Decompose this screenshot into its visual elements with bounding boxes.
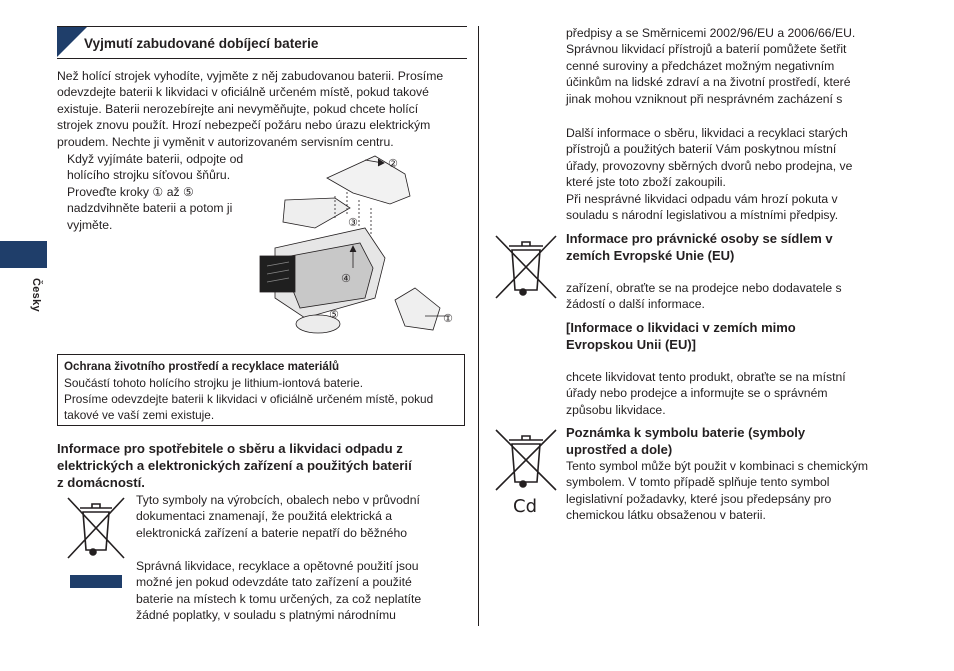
- non-eu-heading-line: Evropskou Unii (EU)]: [566, 337, 697, 352]
- consumer-line: možné jen pokud odevzdáte tato zařízení a použité: [136, 575, 412, 590]
- steps-line: nadzdvihněte baterii a potom ji: [67, 201, 233, 216]
- consumer-line: Správná likvidace, recyklace a opětovné použití jsou: [136, 559, 419, 573]
- intro-paragraph: [57, 68, 472, 150]
- right-line: přístrojů a použitých baterií Vám poskytnou místní: [566, 142, 837, 157]
- battery-line: Tento symbol může být použit v kombinaci s chemickým: [566, 459, 869, 473]
- non-eu-line: chcete likvidovat tento produkt, obraťte se na místní: [566, 370, 846, 384]
- steps-instructions: [67, 151, 257, 233]
- legal-text: [566, 280, 936, 313]
- steps-line: Když vyjímáte baterii, odpojte od: [67, 152, 244, 166]
- right-line: předpisy a se Směrnicemi 2002/96/EU a 2006/66/EU.: [566, 26, 856, 40]
- right-line: souladu s národní legislativou a místními předpisy.: [566, 208, 839, 223]
- underbar-mark: [70, 575, 122, 588]
- non-eu-heading-line: [Informace o likvidaci v zemích mimo: [566, 320, 796, 335]
- right-line: Další informace o sběru, likvidaci a recyklaci starých: [566, 126, 848, 140]
- environment-notice-line: Prosíme odevzdejte baterii k likvidaci v oficiálně určeném místě, pokud: [64, 391, 434, 406]
- environment-notice-line: Součástí tohoto holícího strojku je lithium-iontová baterie.: [64, 375, 364, 390]
- step-label-5: ⑤: [329, 308, 339, 321]
- environment-notice-line: takové ve vaší zemi existuje.: [64, 407, 215, 422]
- right-line: které jste toto zboží zakoupili.: [566, 175, 726, 190]
- legal-line: žádostí o další informace.: [566, 297, 705, 312]
- right-paragraph-2: [566, 125, 936, 223]
- battery-line: symbolem. V tomto případě splňuje tento symbol: [566, 475, 830, 490]
- battery-dark-part: [260, 256, 295, 292]
- trimmer-part: [395, 288, 440, 330]
- intro-line: proudem. Nechte ji vyměnit v autorizovaném servisním centru.: [57, 134, 394, 149]
- language-label: Česky: [30, 278, 42, 312]
- legal-heading-line: zemích Evropské Unie (EU): [566, 248, 735, 263]
- consumer-line: elektronická zařízení a baterie nepatří do běžného: [136, 525, 408, 540]
- consumer-paragraph-1: [136, 492, 471, 541]
- consumer-heading-line: z domácností.: [57, 474, 145, 490]
- intro-line: Než holící strojek vyhodíte, vyjměte z něj zabudovanou baterii. Prosíme: [57, 69, 444, 83]
- non-eu-heading: [566, 319, 936, 353]
- battery-line: legislativní požadavky, které jsou předepsány pro: [566, 491, 832, 506]
- legal-heading-line: Informace pro právnické osoby se sídlem v: [566, 231, 833, 246]
- crossed-bin-battery-icon: [493, 426, 559, 518]
- non-eu-line: způsobu likvidace.: [566, 402, 666, 417]
- right-line: cenné suroviny a předcházet možným negativním: [566, 58, 835, 73]
- language-tab: [0, 241, 47, 268]
- battery-symbol-heading: [566, 424, 936, 458]
- crossed-bin-icon: [66, 494, 126, 560]
- step-label-1: ①: [443, 312, 453, 325]
- right-line: účinkům na lidské zdraví a na životní prostředí, které: [566, 75, 851, 90]
- consumer-line: dokumentaci znamenají, že použitá elektrická a: [136, 509, 393, 524]
- consumer-line: žádné poplatky, v souladu s platnými národnímu: [136, 608, 396, 623]
- right-line: jinak mohou vzniknout při nesprávném zacházení s: [566, 91, 843, 106]
- intro-line: odevzdejte baterii k likvidaci v oficiálně určeném místě, pokud takové: [57, 85, 429, 100]
- non-eu-text: [566, 369, 936, 418]
- steps-line: holícího strojku síťovou šňůru.: [67, 168, 231, 183]
- step-label-2: ②: [388, 157, 398, 170]
- steps-line: Proveďte kroky ① až ⑤: [67, 184, 194, 199]
- battery-heading-line: uprostřed a dole): [566, 442, 673, 457]
- header-underline: [57, 58, 467, 59]
- cd-chemical-label: Cd: [513, 496, 537, 517]
- crossed-bin-icon-business: [493, 232, 559, 302]
- battery-heading-line: Poznámka k symbolu baterie (symboly: [566, 425, 806, 440]
- shaver-head: [283, 198, 350, 228]
- non-eu-line: úřady nebo prodejce a informujte se o správném: [566, 386, 828, 401]
- right-line: Správnou likvidací přístrojů a baterií pomůžete šetřit: [566, 42, 847, 57]
- battery-symbol-text: [566, 458, 936, 524]
- right-line: úřady, provozovny sběrných dvorů nebo prodejna, ve: [566, 158, 853, 173]
- step-label-4: ④: [341, 272, 351, 285]
- header-corner-triangle: [57, 27, 87, 57]
- intro-line: existuje. Baterii nerozebírejte ani nevyměňujte, pokud chcete holící: [57, 101, 419, 116]
- column-divider: [478, 26, 479, 626]
- consumer-paragraph-2: [136, 558, 471, 624]
- shaver-disassembly-illustration: [255, 148, 465, 338]
- consumer-heading-line: Informace pro spotřebitele o sběru a likvidaci odpadu z: [57, 441, 403, 456]
- consumer-heading: [57, 441, 472, 491]
- consumer-line: baterie na místech k tomu určených, za což neplatíte: [136, 591, 422, 606]
- environment-notice-title: Ochrana životního prostředí a recyklace materiálů: [64, 360, 340, 373]
- consumer-heading-line: elektrických a elektronických zařízení a použitých baterií: [57, 457, 412, 473]
- steps-line: vyjměte.: [67, 217, 113, 232]
- consumer-line: Tyto symboly na výrobcích, obalech nebo v průvodní: [136, 493, 420, 507]
- right-paragraph-1: [566, 25, 936, 107]
- intro-line: strojek znovu použít. Hrozí nebezpečí požáru nebo úrazu elektrickým: [57, 118, 431, 133]
- right-line: Při nesprávné likvidaci odpadu vám hrozí pokuta v: [566, 191, 838, 206]
- step-label-3: ③: [348, 216, 358, 229]
- environment-notice-box: [57, 354, 465, 426]
- legal-heading: [566, 230, 936, 264]
- legal-line: zařízení, obraťte se na prodejce nebo dodavatele s: [566, 281, 842, 295]
- battery-line: chemickou látku obsaženou v baterii.: [566, 508, 766, 523]
- section-heading: Vyjmutí zabudované dobíjecí baterie: [84, 36, 319, 51]
